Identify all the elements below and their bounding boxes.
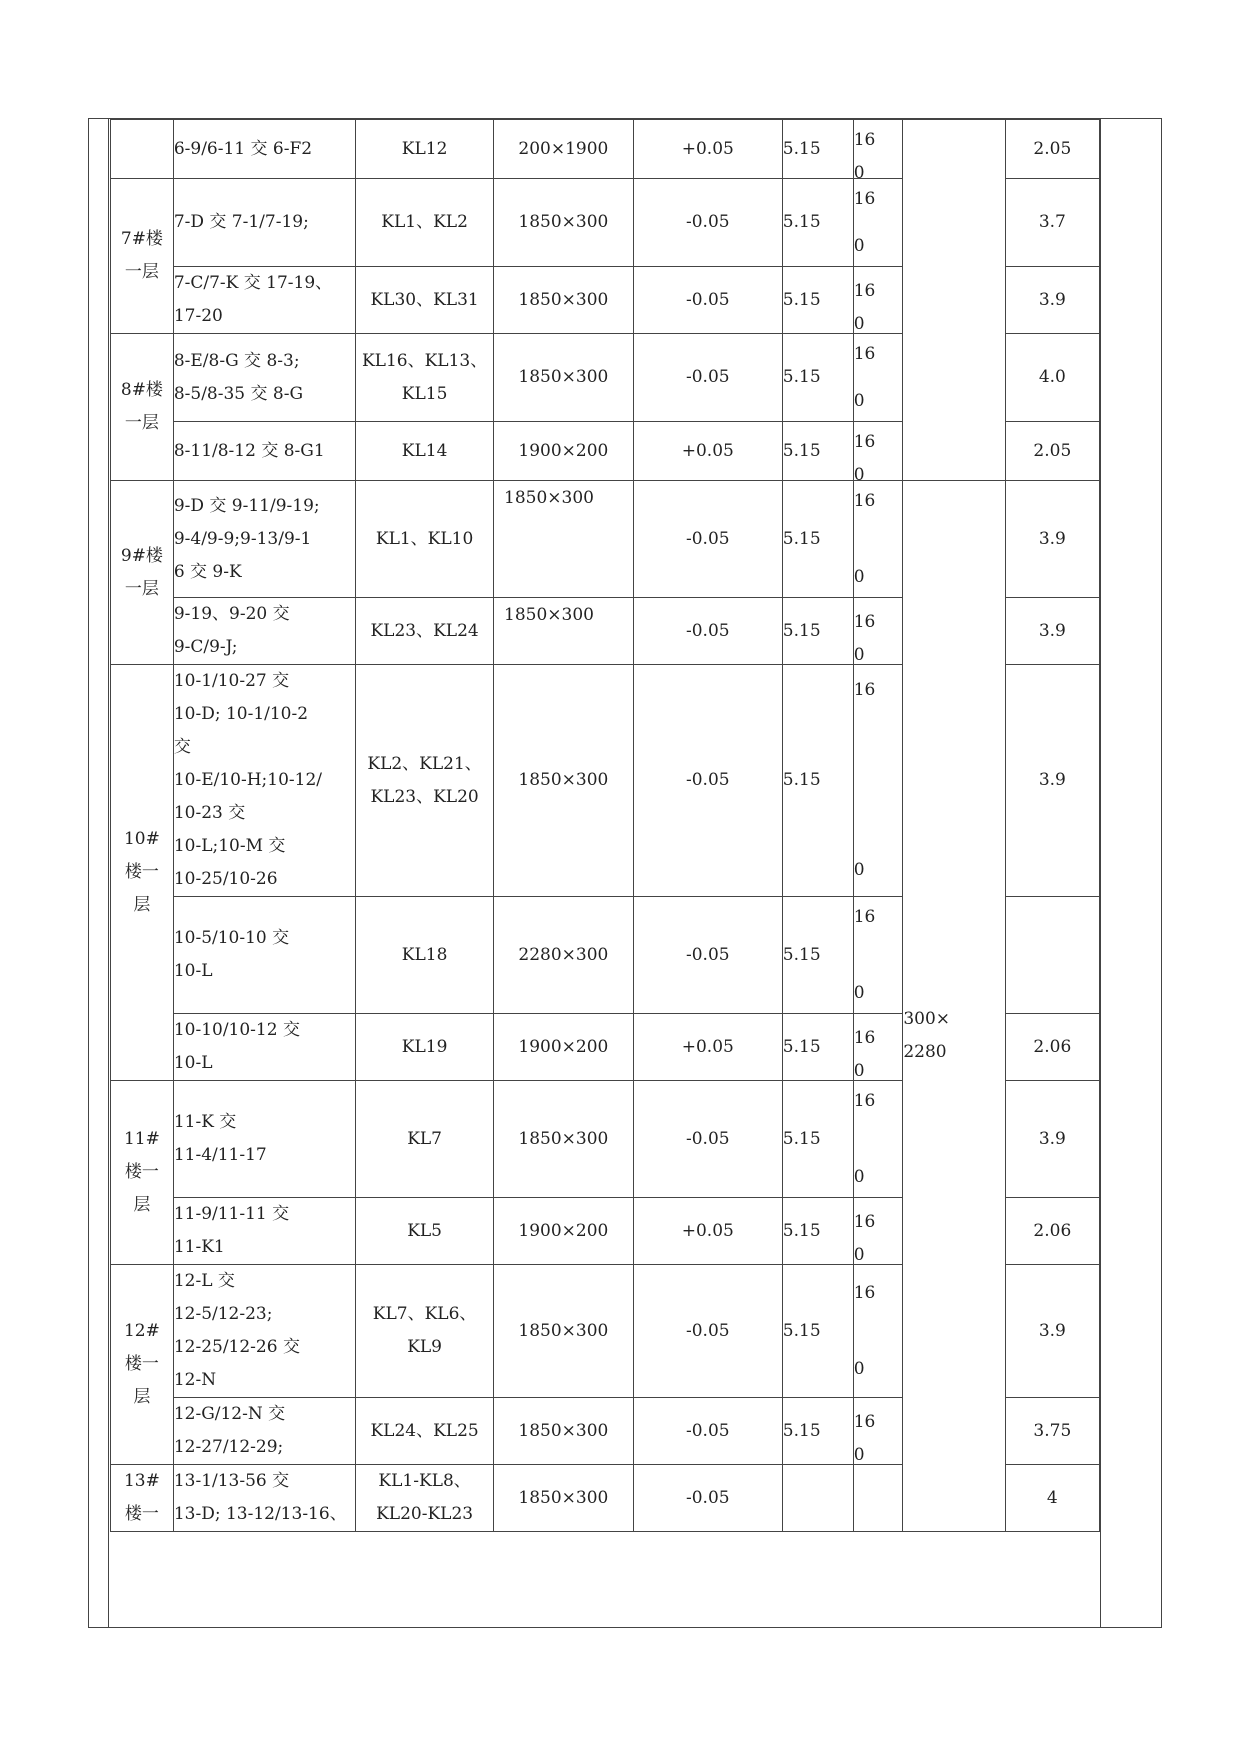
cell-line: 9-19、9-20 交 bbox=[173, 604, 290, 624]
split-number-part: 0 bbox=[853, 1166, 865, 1187]
value-cell: 5.15 bbox=[782, 897, 853, 1014]
value-last-cell bbox=[1005, 897, 1099, 1014]
cell-line: 11-K 交 bbox=[173, 1112, 237, 1132]
value-last-cell: 3.9 bbox=[1005, 1081, 1099, 1198]
elevation-cell: -0.05 bbox=[633, 1465, 782, 1532]
cell-line: 10-D; 10-1/10-2 bbox=[173, 704, 309, 724]
split-number-stack bbox=[854, 338, 903, 418]
split-number-cell bbox=[853, 179, 903, 267]
cell-line: 9-4/9-9;9-13/9-1 bbox=[173, 528, 312, 549]
cell-line: KL1、KL2 bbox=[381, 212, 468, 232]
column-note-cell bbox=[903, 481, 1005, 1532]
split-number-cell bbox=[853, 665, 903, 897]
beam-id-cell bbox=[356, 1265, 494, 1398]
value-cell: 5.15 bbox=[782, 1398, 853, 1465]
section-cell: 2280×300 bbox=[494, 897, 634, 1014]
value-last-cell: 2.05 bbox=[1005, 120, 1099, 179]
split-number-part: 16 bbox=[853, 280, 876, 301]
section-cell: 1850×300 bbox=[494, 267, 634, 334]
cell-line: KL15 bbox=[401, 383, 448, 404]
split-number-part: 16 bbox=[853, 343, 876, 364]
value-last-cell: 3.7 bbox=[1005, 179, 1099, 267]
cell-line: 层 bbox=[133, 1195, 151, 1215]
cell-line: KL23、KL20 bbox=[370, 786, 479, 807]
column-note-spacer bbox=[903, 481, 1004, 1003]
beam-id-cell bbox=[356, 1014, 494, 1081]
cell-line: KL20-KL23 bbox=[376, 1504, 474, 1524]
split-number-part: 0 bbox=[853, 390, 865, 411]
axis-cell bbox=[173, 1014, 355, 1081]
cell-line: 6-9/6-11 交 6-F2 bbox=[173, 138, 313, 159]
split-number-cell bbox=[853, 481, 903, 598]
beam-id-cell bbox=[356, 422, 494, 481]
split-number-part: 16 bbox=[853, 188, 876, 209]
elevation-cell: -0.05 bbox=[633, 179, 782, 267]
section-cell: 1900×200 bbox=[494, 422, 634, 481]
cell-line: 12-5/12-23; bbox=[173, 1304, 273, 1324]
cell-line: KL18 bbox=[401, 944, 448, 965]
split-number-stack bbox=[853, 275, 903, 334]
value-cell: 5.15 bbox=[782, 120, 853, 179]
building-cell bbox=[111, 665, 174, 1081]
beam-id-cell bbox=[356, 1081, 494, 1198]
elevation-cell: +0.05 bbox=[633, 422, 782, 481]
axis-cell bbox=[173, 1465, 355, 1532]
building-cell bbox=[111, 481, 174, 665]
value-cell: 5.15 bbox=[782, 179, 853, 267]
elevation-cell: -0.05 bbox=[633, 1265, 782, 1398]
split-number-cell bbox=[853, 267, 903, 334]
cell-line: 10-23 交 bbox=[173, 803, 246, 823]
beam-id-cell bbox=[356, 267, 494, 334]
split-number-part: 0 bbox=[853, 1244, 865, 1265]
split-number-part: 16 bbox=[853, 680, 876, 700]
split-number-stack bbox=[853, 606, 903, 665]
split-number-stack bbox=[854, 674, 903, 887]
cell-line: KL12 bbox=[401, 138, 448, 159]
beam-id-cell bbox=[356, 120, 494, 179]
value-last-cell: 4.0 bbox=[1005, 334, 1099, 422]
split-number-stack bbox=[853, 1206, 903, 1265]
cell-line: 12# bbox=[123, 1321, 160, 1341]
value-cell: 5.15 bbox=[782, 1081, 853, 1198]
value-last-cell: 3.9 bbox=[1005, 598, 1099, 665]
beam-id-cell bbox=[356, 179, 494, 267]
value-cell: 5.15 bbox=[782, 1198, 853, 1265]
split-number-stack bbox=[854, 1277, 903, 1386]
elevation-cell: -0.05 bbox=[633, 267, 782, 334]
cell-line: 7#楼 bbox=[120, 229, 163, 249]
split-number-cell bbox=[853, 1198, 903, 1265]
cell-line: KL5 bbox=[407, 1220, 442, 1241]
section-cell: 1850×300 bbox=[494, 334, 634, 422]
cell-line: 10-E/10-H;10-12/ bbox=[173, 770, 322, 790]
split-number-part: 0 bbox=[853, 1358, 865, 1379]
cell-line: KL24、KL25 bbox=[370, 1420, 479, 1441]
cell-line: 楼一 bbox=[124, 1504, 159, 1524]
split-number-part: 16 bbox=[853, 1211, 876, 1232]
value-last-cell: 3.9 bbox=[1005, 1265, 1099, 1398]
table-row bbox=[111, 481, 1100, 598]
split-number-part: 16 bbox=[853, 1411, 876, 1432]
value-cell: 5.15 bbox=[782, 598, 853, 665]
elevation-cell: -0.05 bbox=[633, 1398, 782, 1465]
axis-cell bbox=[173, 598, 355, 665]
cell-line: 8-E/8-G 交 8-3; bbox=[173, 350, 300, 371]
cell-line: 10-1/10-27 交 bbox=[173, 671, 290, 691]
building-cell bbox=[111, 179, 174, 334]
cell-line: 9-C/9-J; bbox=[173, 637, 238, 657]
axis-cell bbox=[173, 267, 355, 334]
split-number-part: 0 bbox=[853, 1060, 865, 1081]
section-cell: 1850×300 bbox=[494, 1265, 634, 1398]
split-number-part: 0 bbox=[853, 860, 865, 880]
cell-line: 12-N bbox=[173, 1370, 217, 1390]
building-cell bbox=[111, 1465, 174, 1532]
elevation-cell: +0.05 bbox=[633, 1014, 782, 1081]
value-cell: 5.15 bbox=[782, 334, 853, 422]
cell-line: 层 bbox=[133, 895, 151, 915]
cell-line: 9#楼 bbox=[120, 545, 163, 566]
cell-line: KL16、KL13、 bbox=[361, 350, 488, 371]
split-number-part: 16 bbox=[853, 431, 876, 452]
cell-line: 10# bbox=[123, 829, 160, 849]
cell-line: 8-11/8-12 交 8-G1 bbox=[173, 440, 325, 461]
value-last-cell: 3.9 bbox=[1005, 267, 1099, 334]
cell-line: KL1、KL10 bbox=[375, 528, 474, 549]
split-number-stack bbox=[854, 1085, 903, 1194]
cell-line: 一层 bbox=[124, 413, 159, 433]
beam-id-cell bbox=[356, 897, 494, 1014]
split-number-part: 16 bbox=[853, 906, 876, 927]
value-last-cell: 3.75 bbox=[1005, 1398, 1099, 1465]
axis-cell bbox=[173, 897, 355, 1014]
split-number-cell bbox=[853, 1398, 903, 1465]
split-number-stack bbox=[853, 1022, 903, 1081]
value-cell: 5.15 bbox=[782, 267, 853, 334]
split-number-part: 0 bbox=[853, 1444, 865, 1465]
building-cell bbox=[111, 120, 174, 179]
column-note-cell bbox=[903, 120, 1005, 481]
split-number-part: 16 bbox=[853, 611, 876, 632]
cell-line: 7-D 交 7-1/7-19; bbox=[173, 212, 309, 232]
split-number-stack bbox=[854, 485, 903, 594]
cell-line: 一层 bbox=[124, 262, 159, 282]
section-cell: 1850×300 bbox=[494, 665, 634, 897]
beam-id-cell bbox=[356, 598, 494, 665]
split-number-stack bbox=[853, 1406, 903, 1465]
cell-line: 10-L;10-M 交 bbox=[173, 836, 286, 856]
cell-line: 楼一 bbox=[124, 1354, 159, 1374]
split-number-stack bbox=[853, 426, 903, 485]
cell-line: 12-G/12-N 交 bbox=[173, 1404, 286, 1424]
cell-line: 12-27/12-29; bbox=[173, 1437, 284, 1457]
cell-line: 13-1/13-56 交 bbox=[173, 1471, 290, 1491]
beam-id-cell bbox=[356, 1198, 494, 1265]
split-number-part: 0 bbox=[853, 235, 865, 256]
split-number-stack bbox=[854, 1473, 903, 1524]
elevation-cell: +0.05 bbox=[633, 1198, 782, 1265]
cell-line: KL2、KL21、 bbox=[367, 753, 482, 774]
beam-schedule-table bbox=[110, 119, 1100, 1532]
section-cell: 1850×300 bbox=[494, 1081, 634, 1198]
cell-line: 一层 bbox=[124, 578, 159, 599]
section-cell: 1850×300 bbox=[494, 179, 634, 267]
value-cell: 5.15 bbox=[782, 481, 853, 598]
section-cell: 1850×300 bbox=[494, 598, 634, 665]
value-cell: 5.15 bbox=[782, 1014, 853, 1081]
cell-line: KL23、KL24 bbox=[370, 620, 479, 641]
value-last-cell: 2.06 bbox=[1005, 1198, 1099, 1265]
section-cell: 1900×200 bbox=[494, 1014, 634, 1081]
cell-line: KL30、KL31 bbox=[370, 289, 479, 310]
split-number-cell bbox=[853, 897, 903, 1014]
axis-cell bbox=[173, 1265, 355, 1398]
cell-line: 9-D 交 9-11/9-19; bbox=[173, 495, 320, 516]
split-number-stack bbox=[854, 901, 903, 1010]
cell-line: 12-25/12-26 交 bbox=[173, 1337, 300, 1357]
axis-cell bbox=[173, 1398, 355, 1465]
split-number-cell bbox=[853, 1465, 903, 1532]
value-last-cell: 4 bbox=[1005, 1465, 1099, 1532]
axis-cell bbox=[173, 334, 355, 422]
split-number-cell bbox=[853, 120, 903, 183]
value-cell bbox=[782, 1465, 853, 1532]
cell-line: 11-4/11-17 bbox=[173, 1145, 267, 1165]
split-number-part: 0 bbox=[853, 162, 865, 183]
cell-line: 7-C/7-K 交 17-19、 bbox=[173, 273, 333, 293]
split-number-cell bbox=[853, 334, 903, 422]
value-cell: 5.15 bbox=[782, 665, 853, 897]
cell-line: 10-10/10-12 交 bbox=[173, 1020, 300, 1040]
cell-line: 10-5/10-10 交 bbox=[173, 928, 290, 948]
beam-id-cell bbox=[356, 481, 494, 598]
split-number-cell bbox=[853, 422, 903, 485]
value-cell: 5.15 bbox=[782, 422, 853, 481]
cell-line: 2280 bbox=[903, 1042, 947, 1062]
cell-line: 10-25/10-26 bbox=[173, 869, 278, 889]
axis-cell bbox=[173, 120, 355, 179]
cell-line: 楼一 bbox=[124, 1162, 159, 1182]
elevation-cell: -0.05 bbox=[633, 1081, 782, 1198]
cell-line: 8-5/8-35 交 8-G bbox=[173, 383, 304, 404]
building-cell bbox=[111, 334, 174, 481]
split-number-part: 0 bbox=[853, 464, 865, 485]
section-cell: 200×1900 bbox=[494, 120, 634, 179]
axis-cell bbox=[173, 1198, 355, 1265]
axis-cell bbox=[173, 179, 355, 267]
split-number-cell bbox=[853, 1081, 903, 1198]
cell-line: 11# bbox=[123, 1129, 160, 1149]
elevation-cell: -0.05 bbox=[633, 665, 782, 897]
cell-line: 12-L 交 bbox=[173, 1271, 235, 1291]
split-number-part: 0 bbox=[853, 313, 865, 334]
right-margin-line bbox=[1100, 118, 1101, 1628]
cell-line: 11-K1 bbox=[173, 1237, 225, 1257]
cell-line: 11-9/11-11 交 bbox=[173, 1204, 290, 1224]
cell-line: 6 交 9-K bbox=[173, 561, 242, 582]
section-cell: 1850×300 bbox=[494, 481, 634, 598]
split-number-part: 16 bbox=[853, 1027, 876, 1048]
axis-cell bbox=[173, 1081, 355, 1198]
elevation-cell: -0.05 bbox=[633, 598, 782, 665]
cell-line: KL1-KL8、 bbox=[378, 1471, 471, 1491]
section-cell: 1900×200 bbox=[494, 1198, 634, 1265]
split-number-part: 16 bbox=[853, 1090, 876, 1111]
split-number-part: 0 bbox=[853, 982, 865, 1003]
axis-cell bbox=[173, 665, 355, 897]
left-margin-line bbox=[108, 118, 109, 1628]
building-cell bbox=[111, 1081, 174, 1265]
cell-line: KL14 bbox=[401, 440, 448, 461]
cell-line: KL7、KL6、KL9 bbox=[372, 1304, 477, 1357]
elevation-cell: -0.05 bbox=[633, 334, 782, 422]
cell-line: 300× bbox=[903, 1009, 951, 1029]
axis-cell bbox=[173, 481, 355, 598]
value-last-cell: 3.9 bbox=[1005, 665, 1099, 897]
cell-line: 8#楼 bbox=[120, 380, 163, 400]
section-cell: 1850×300 bbox=[494, 1465, 634, 1532]
axis-cell bbox=[173, 422, 355, 481]
cell-line: 10-L bbox=[173, 1053, 213, 1073]
cell-line: 交 bbox=[173, 737, 191, 757]
table-row bbox=[111, 120, 1100, 179]
table-body bbox=[111, 120, 1100, 1532]
value-last-cell: 3.9 bbox=[1005, 481, 1099, 598]
value-cell: 5.15 bbox=[782, 1265, 853, 1398]
split-number-cell bbox=[853, 1265, 903, 1398]
split-number-stack bbox=[853, 124, 903, 183]
split-number-cell bbox=[853, 1014, 903, 1081]
split-number-part: 16 bbox=[853, 1282, 876, 1303]
cell-line: 层 bbox=[133, 1387, 151, 1407]
split-number-cell bbox=[853, 598, 903, 665]
value-last-cell: 2.05 bbox=[1005, 422, 1099, 481]
cell-line: KL19 bbox=[401, 1036, 448, 1057]
split-number-stack bbox=[854, 183, 903, 263]
beam-id-cell bbox=[356, 665, 494, 897]
section-cell: 1850×300 bbox=[494, 1398, 634, 1465]
cell-line: 楼一 bbox=[124, 862, 159, 882]
beam-id-cell bbox=[356, 1398, 494, 1465]
split-number-part: 16 bbox=[853, 129, 876, 150]
elevation-cell: -0.05 bbox=[633, 481, 782, 598]
cell-line: 13# bbox=[123, 1471, 160, 1491]
beam-id-cell bbox=[356, 334, 494, 422]
cell-line: KL7 bbox=[407, 1128, 442, 1149]
split-number-part: 0 bbox=[853, 566, 865, 587]
split-number-part: 16 bbox=[853, 490, 876, 511]
cell-line: 10-L bbox=[173, 961, 213, 981]
elevation-cell: +0.05 bbox=[633, 120, 782, 179]
beam-id-cell bbox=[356, 1465, 494, 1532]
cell-line: 13-D; 13-12/13-16、 bbox=[173, 1504, 347, 1524]
value-last-cell: 2.06 bbox=[1005, 1014, 1099, 1081]
elevation-cell: -0.05 bbox=[633, 897, 782, 1014]
building-cell bbox=[111, 1265, 174, 1465]
split-number-part: 0 bbox=[853, 644, 865, 665]
cell-line: 17-20 bbox=[173, 306, 223, 326]
